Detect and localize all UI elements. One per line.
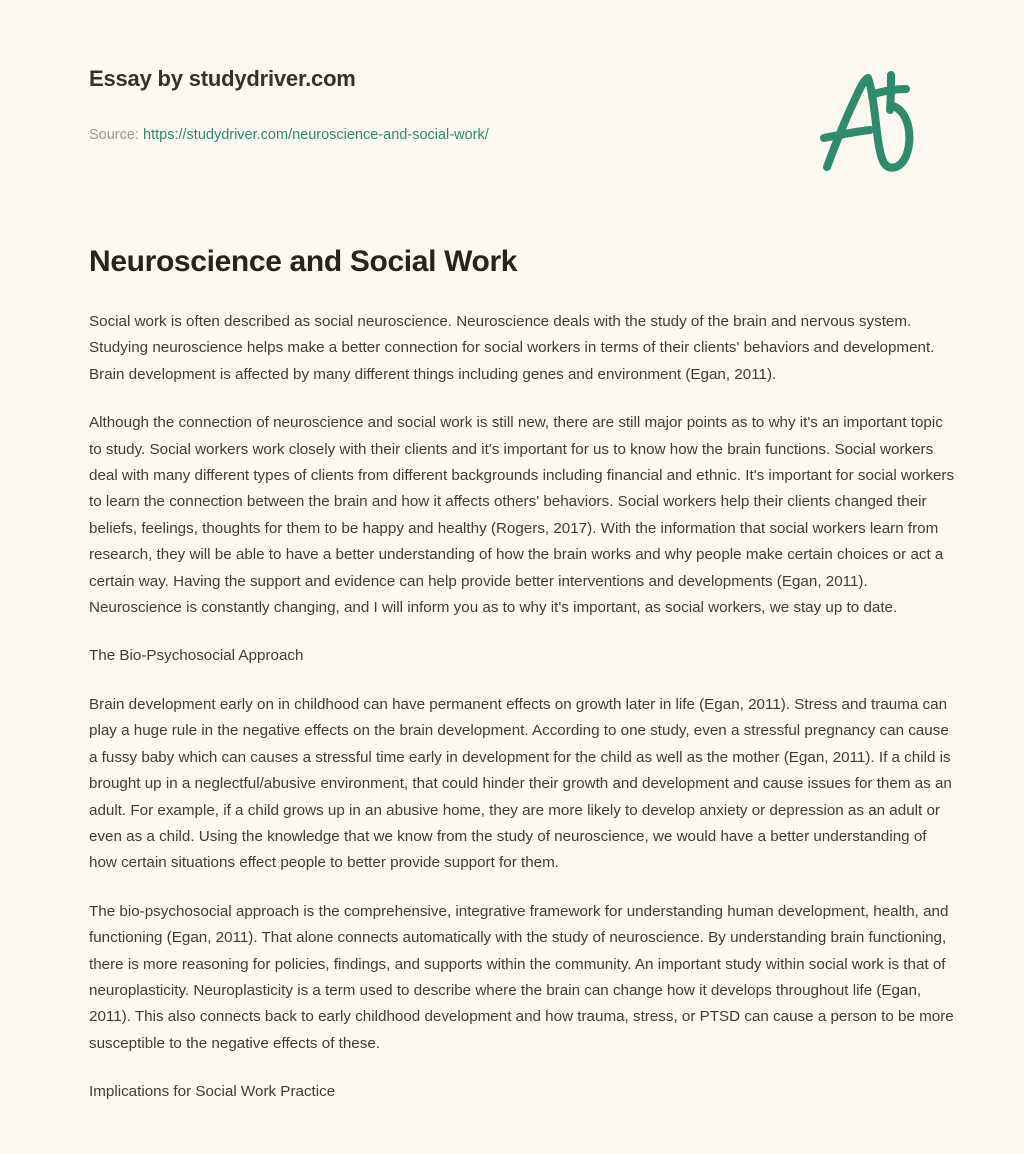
body-paragraph: The bio-psychosocial approach is the comprehensive, integrative framework for understanding human development, health, and functioning (Egan, 2011). That alone connects automatically with the study of neuroscience. By understanding brain functioning, there is more reasoning for policies, findings, and supports within the community. An important study within social work is that of neuroplasticity. Neuroplasticity is a term used to describe where the brain can change how it develops throughout life (Egan, 2011). This also connects back to early childhood development and how trauma, stress, or PTSD can cause a person to be more susceptible to the negative effects of these. <box>89 902 954 1052</box>
page-title: Neuroscience and Social Work <box>89 245 518 278</box>
section-heading: Implications for Social Work Practice <box>89 1083 336 1101</box>
article-blocks <box>89 309 957 1106</box>
body-paragraph: Brain development early on in childhood can have permanent effects on growth later in life (Egan, 2011). Stress and trauma can play a huge rule in the negative effects on the brain development. According to one study, even a stressful pregnancy can cause a fussy baby which can causes a stressful time early in development for the child as well as the mother (Egan, 2011). If a child is brought up in a neglectful/abusive environment, that could hinder their growth and development and cause issues for them as an adult. For example, if a child grows up in an abusive home, they are more likely to develop anxiety or depression as an adult or even as a child. Using the knowledge that we know from the study of neuroscience, we would have a better understanding of how certain situations effect people to better provide support for them. <box>89 695 952 872</box>
source-url-link[interactable]: https://studydriver.com/neuroscience-and-social-work/ <box>143 127 489 143</box>
body-paragraph: Social work is often described as social neuroscience. Neuroscience deals with the study of the brain and nervous system. Studying neuroscience helps make a better connection for social workers in terms of their clients' behaviors and development. Brain development is affected by many different things including genes and environment (Egan, 2011). <box>89 313 935 383</box>
body-paragraph: Although the connection of neuroscience and social work is still new, there are still major points as to why it's an important topic to study. Social workers work closely with their clients and it's important for us to know how the brain functions. Social workers deal with many different types of clients from different backgrounds including financial and ethnic. It's important for social workers to learn the connection between the brain and how it affects others' behaviors. Social workers help their clients changed their beliefs, feelings, thoughts for them to be happy and healthy (Rogers, 2017). With the information that social workers learn from research, they will be able to have a better understanding of how the brain works and why people make certain choices or act a certain way. Having the support and evidence can help provide better interventions and developments (Egan, 2011). Neuroscience is constantly changing, and I will inform you as to why it's important, as social workers, we stay up to date. <box>89 414 955 617</box>
source-label: Source: <box>89 127 139 143</box>
brand-heading: Essay by studydriver.com <box>89 66 356 91</box>
section-heading: The Bio-Psychosocial Approach <box>89 647 304 665</box>
article-body <box>89 243 957 1106</box>
source-line <box>89 124 489 146</box>
a-plus-logo-icon <box>812 66 918 174</box>
page-header <box>0 0 1024 200</box>
